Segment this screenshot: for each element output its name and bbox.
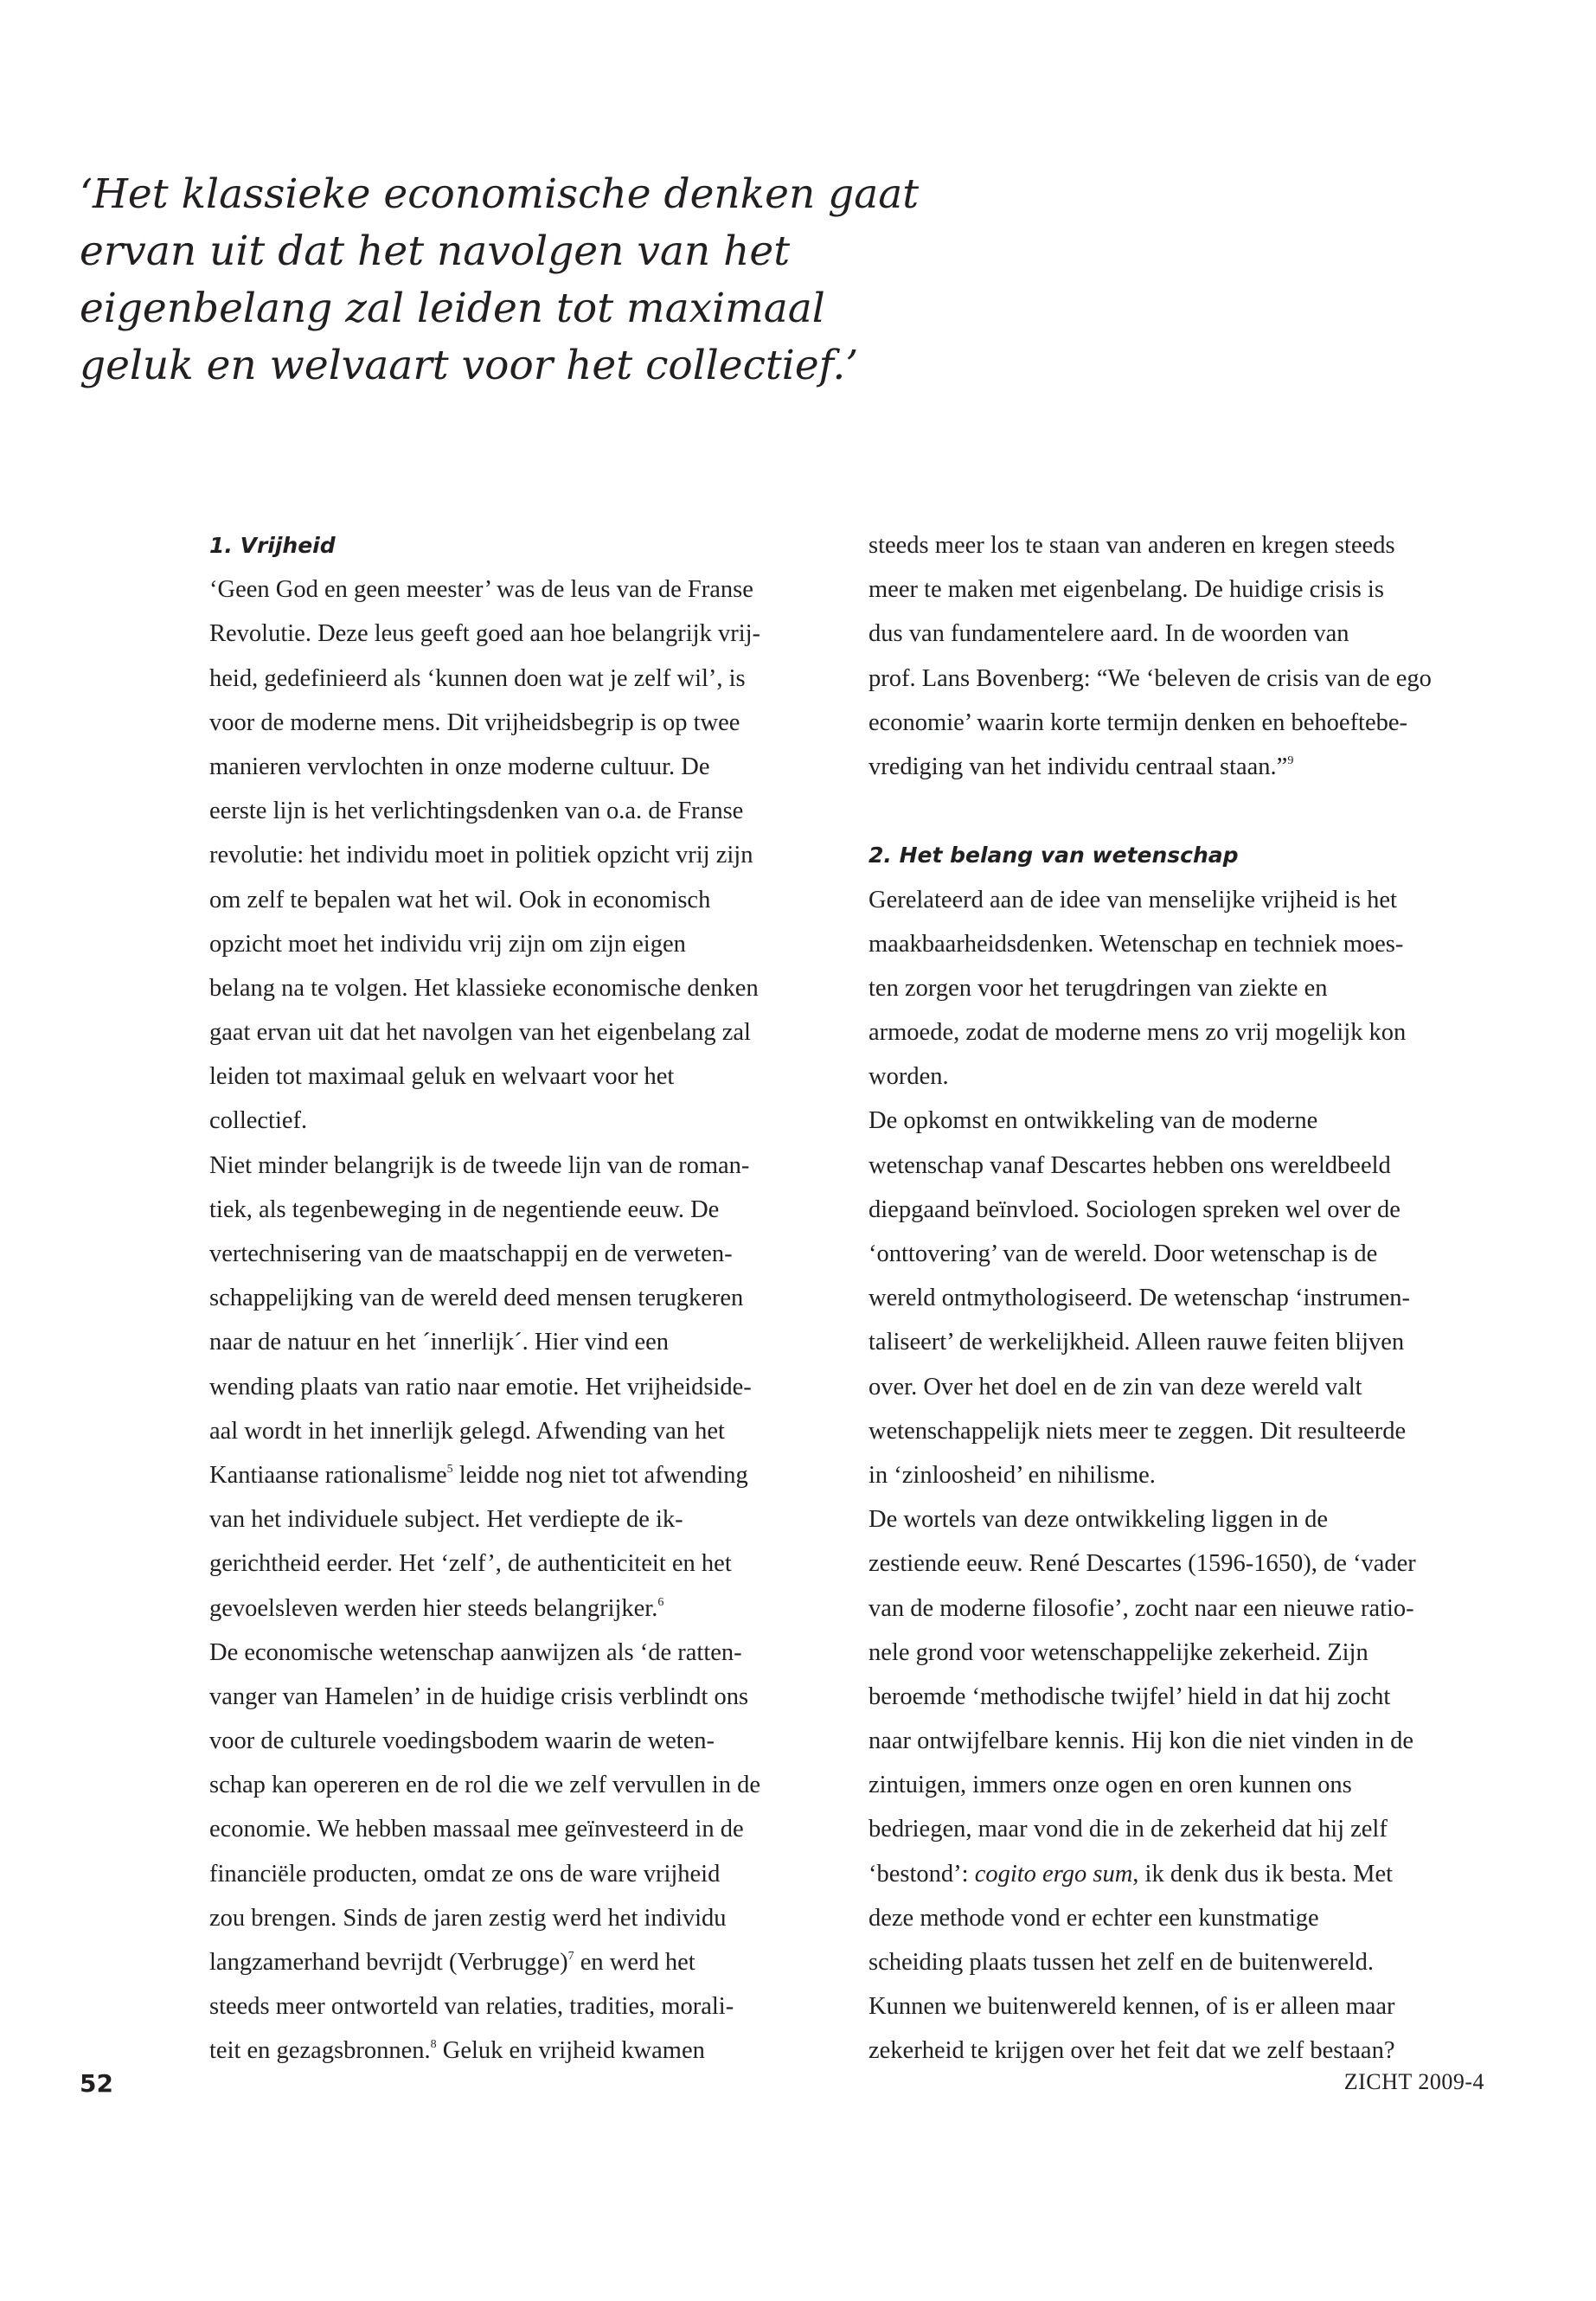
text-line: zou brengen. Sinds de jaren zestig werd het individu [209,1904,727,1932]
text-line: revolutie: het individu moet in politiek opzicht vrij zijn [209,842,753,869]
text-line: De wortels van deze ontwikkeling liggen in de [869,1506,1329,1534]
right-column [869,523,1478,2073]
text-line: Revolutie. Deze leus geeft goed aan hoe belangrijk vrij- [209,620,761,648]
text-line: De opkomst en ontwikkeling van de moderne [869,1107,1318,1135]
text-line: wetenschappelijk niets meer te zeggen. Dit resulteerde [869,1417,1407,1445]
text-line: scheiding plaats tussen het zelf en de buitenwereld. [869,1949,1375,1976]
section-heading-wetenschap: 2. Het belang van wetenschap [869,843,1239,868]
text-line: zestiende eeuw. René Descartes (1596-1650), de ‘vader [869,1550,1416,1578]
text-line: tiek, als tegenbeweging in de negentiende eeuw. De [209,1195,720,1223]
text-line: vrediging van het individu centraal staan.”$^9$ [869,753,1294,780]
text-line: meer te maken met eigenbelang. De huidige crisis is [869,576,1384,604]
footnote-ref: 5 [446,1462,453,1476]
text-line: Gerelateerd aan de idee van menselijke vrijheid is het [869,886,1397,913]
text-line: taliseert’ de werkelijkheid. Alleen rauwe feiten blijven [869,1329,1405,1356]
text-line: van het individuele subject. Het verdiepte de ik- [209,1506,683,1534]
text-line: gerichtheid eerder. Het ‘zelf’, de authenticiteit en het [209,1550,732,1578]
text-line: beroemde ‘methodische twijfel’ hield in dat hij zocht [869,1682,1391,1710]
text-line: wereld ontmythologiseerd. De wetenschap ‘instrumen- [869,1285,1411,1312]
text-line: aal wordt in het innerlijk gelegd. Afwending van het [209,1417,725,1445]
footnote-ref: 7 [567,1950,574,1963]
text-line: dus van fundamentelere aard. In de woorden van [869,620,1349,648]
section-heading-vrijheid: 1. Vrijheid [209,533,336,558]
text-line: ten zorgen voor het terugdringen van ziekte en [869,974,1328,1002]
text-line: leiden tot maximaal geluk en welvaart voor het [209,1063,675,1091]
text-line: economie. We hebben massaal mee geïnvesteerd in de [209,1816,744,1843]
text-line: steeds meer los te staan van anderen en kregen steeds [869,532,1395,559]
text-line: belang na te volgen. Het klassieke economische denken [209,974,759,1002]
text-line: steeds meer ontworteld van relaties, tradities, morali- [209,1993,734,2021]
pull-quote-line: ervan uit dat het navolgen van het [80,228,791,275]
text-line: schap kan opereren en de rol die we zelf vervullen in de [209,1772,761,1799]
latin-phrase: cogito ergo sum [974,1860,1133,1888]
text-line: gaat ervan uit dat het navolgen van het eigenbelang zal [209,1019,751,1047]
text-line: langzamerhand bevrijdt (Verbrugge)$^7$ en werd het [209,1949,695,1976]
text-line: nele grond voor wetenschappelijke zekerheid. Zijn [869,1638,1368,1666]
text-line: gevoelsleven werden hier steeds belangrijker.$^6$ [209,1594,664,1622]
pull-quote-line: eigenbelang zal leiden tot maximaal [80,285,825,332]
text-line: collectief. [209,1107,308,1135]
text-line: om zelf te bepalen wat het wil. Ook in economisch [209,886,711,913]
left-lines [209,567,819,1453]
right-lines-a [869,523,1478,745]
text-line: deze methode vond er echter een kunstmatige [869,1904,1319,1932]
text-line: wending plaats van ratio naar emotie. Het vrijheidside- [209,1373,752,1400]
text-line: prof. Lans Bovenberg: “We ‘beleven de crisis van de ego [869,664,1432,692]
text-line: heid, gedefinieerd als ‘kunnen doen wat je zelf wil’, is [209,664,746,692]
pull-quote [80,166,920,394]
text-line: manieren vervlochten in onze moderne cultuur. De [209,753,710,780]
text-line: bedriegen, maar vond die in de zekerheid dat hij zelf [869,1816,1388,1843]
text-line: economie’ waarin korte termijn denken en behoeftebe- [869,708,1408,736]
text-line: opzicht moet het individu vrij zijn om zijn eigen [209,930,686,958]
right-lines-b [869,878,1478,1852]
text-line: voor de moderne mens. Dit vrijheidsbegrip is op twee [209,708,740,736]
text-line: schappelijking van de wereld deed mensen terugkeren [209,1285,744,1312]
text-line: ‘Geen God en geen meester’ was de leus van de Franse [209,576,753,604]
pull-quote-line: geluk en welvaart voor het collectief.’ [80,342,859,389]
text-line: van de moderne filosofie’, zocht naar een nieuwe ratio- [869,1594,1414,1622]
footnote-ref: 9 [1287,753,1294,767]
footnote-ref: 6 [657,1595,664,1609]
text-line: financiële producten, omdat ze ons de ware vrijheid [209,1860,721,1888]
text-line: voor de culturele voedingsbodem waarin de weten- [209,1727,715,1755]
text-line: Kunnen we buitenwereld kennen, of is er alleen maar [869,1993,1395,2021]
magazine-issue: ZICHT 2009-4 [1343,2069,1484,2094]
text-line: Kantiaanse rationalisme$^5$ leidde nog niet tot afwending [209,1461,748,1489]
text-line: naar de natuur en het ´innerlijk´. Hier vind een [209,1329,669,1356]
text-line: ‘bestond’: cogito ergo sum, ik denk dus ik besta. Met [869,1860,1394,1888]
text-line: vanger van Hamelen’ in de huidige crisis verblindt ons [209,1682,749,1710]
text-line: diepgaand beïnvloed. Sociologen spreken wel over de [869,1195,1401,1223]
right-lines-c [869,1896,1478,2073]
text-line: zintuigen, immers onze ogen en oren kunnen ons [869,1772,1352,1799]
text-line: worden. [869,1063,949,1091]
text-line: Niet minder belangrijk is de tweede lijn van de roman- [209,1151,750,1179]
text-line: maakbaarheidsdenken. Wetenschap en techniek moes- [869,930,1404,958]
text-line: wetenschap vanaf Descartes hebben ons wereldbeeld [869,1151,1391,1179]
text-line: over. Over het doel en de zin van deze wereld valt [869,1373,1362,1400]
text-line: eerste lijn is het verlichtingsdenken van o.a. de Franse [209,798,744,825]
text-line: vertechnisering van de maatschappij en de verweten- [209,1240,733,1267]
text-line: De economische wetenschap aanwijzen als ‘de ratten- [209,1638,742,1666]
text-line: naar ontwijfelbare kennis. Hij kon die niet vinden in de [869,1727,1413,1755]
text-line: ‘onttovering’ van de wereld. Door wetenschap is de [869,1240,1378,1267]
left-lines-c [209,1631,819,1940]
text-line: armoede, zodat de moderne mens zo vrij mogelijk kon [869,1019,1407,1047]
page-number: 52 [80,2069,113,2098]
pull-quote-line: ‘Het klassieke economische denken gaat [80,170,920,218]
left-column [209,523,819,2073]
footnote-ref: 8 [430,2038,437,2052]
left-lines-b [209,1497,819,1586]
text-line: zekerheid te krijgen over het feit dat we zelf bestaan? [869,2037,1395,2065]
paragraph-gap [869,789,1478,833]
text-line: teit en gezagsbronnen.$^8$ Geluk en vrijheid kwamen [209,2037,705,2065]
text-line: in ‘zinloosheid’ en nihilisme. [869,1461,1156,1489]
